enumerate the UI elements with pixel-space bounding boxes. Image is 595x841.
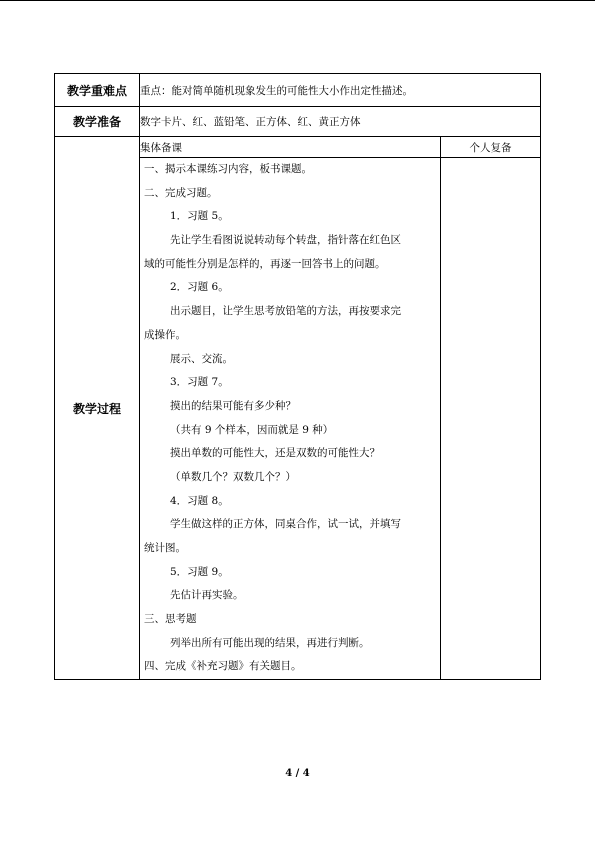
content-key-points: 重点：能对简单随机现象发生的可能性大小作出定性描述。 xyxy=(140,74,541,107)
process-line: （共有 9 个样本，因而就是 9 种） xyxy=(170,423,334,436)
process-line: 摸出的结果可能有多少种？ xyxy=(170,399,296,412)
content-preparation: 数字卡片、红、蓝铅笔、正方体、红、黄正方体 xyxy=(140,107,541,137)
process-line: 出示题目，让学生思考放铅笔的方法，再按要求完 xyxy=(170,305,401,318)
process-line: 成操作。 xyxy=(144,328,186,341)
label-key-points: 教学重难点 xyxy=(55,74,140,107)
process-line: 四、完成《补充习题》有关题目。 xyxy=(144,660,302,673)
process-line: 列举出所有可能出现的结果，再进行判断。 xyxy=(170,636,370,649)
process-line: 先让学生看图说说转动每个转盘，指针落在红色区 xyxy=(170,234,401,247)
column-header-collective: 集体备课 xyxy=(140,137,441,158)
row-preparation xyxy=(55,107,541,137)
process-line: 4．习题 8。 xyxy=(170,494,229,507)
process-line: 三、思考题 xyxy=(144,613,197,626)
page-number: 4 / 4 xyxy=(285,768,310,779)
process-line: 学生做这样的正方体，同桌合作，试一试，并填写 xyxy=(170,518,401,531)
process-line: 1．习题 5。 xyxy=(170,210,229,223)
header-rule xyxy=(0,0,595,1)
process-line: （单数几个？双数几个？） xyxy=(170,470,296,483)
process-lines xyxy=(140,158,440,679)
process-line: 3．习题 7。 xyxy=(170,376,229,389)
lesson-plan-table xyxy=(54,73,541,680)
row-process-header xyxy=(55,137,541,158)
process-line: 统计图。 xyxy=(144,542,186,554)
process-line: 2．习题 6。 xyxy=(170,281,229,294)
process-line: 摸出单数的可能性大，还是双数的可能性大？ xyxy=(170,447,380,460)
process-line: 展示、交流。 xyxy=(170,352,233,365)
process-line: 先估计再实验。 xyxy=(170,589,244,602)
process-line: 5．习题 9。 xyxy=(170,565,229,578)
label-preparation: 教学准备 xyxy=(55,107,140,137)
label-process: 教学过程 xyxy=(55,137,140,680)
process-line: 一、揭示本课练习内容，板书课题。 xyxy=(144,163,312,175)
process-line: 域的可能性分别是怎样的，再逐一回答书上的问题。 xyxy=(144,257,386,270)
row-key-points xyxy=(55,74,541,107)
column-header-personal: 个人复备 xyxy=(441,137,541,158)
process-steps xyxy=(140,158,441,680)
personal-notes-cell xyxy=(441,158,541,680)
process-line: 二、完成习题。 xyxy=(144,186,218,199)
